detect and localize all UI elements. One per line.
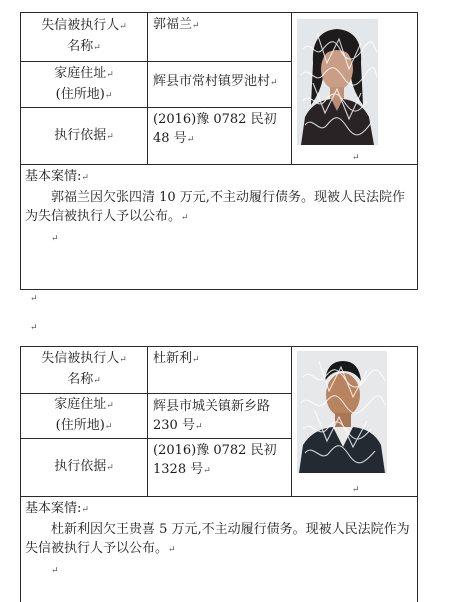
photo-cell xyxy=(292,13,417,165)
paragraph-mark: ↵ xyxy=(104,422,113,432)
name-label-cell xyxy=(21,13,148,62)
record-card-1 xyxy=(20,12,418,290)
paragraph-mark: ↵ xyxy=(181,213,189,223)
address-label: 家庭住址 xyxy=(54,397,107,412)
address-label-2: (住所地) xyxy=(55,418,105,433)
name-value-cell xyxy=(148,347,292,394)
paragraph-mark: ↵ xyxy=(352,485,360,495)
case-text: 郭福兰因欠张四清 10 万元,不主动履行债务。现被人民法院作为失信被执行人予以公布。 xyxy=(25,190,405,224)
case-header: 基本案情: xyxy=(25,501,82,516)
debtor-photo xyxy=(297,19,378,145)
photo-cell xyxy=(292,347,417,497)
address-label: 家庭住址 xyxy=(54,65,107,81)
paragraph-mark: ↵ xyxy=(106,463,114,473)
basis-value-cell xyxy=(148,439,292,497)
record-card-2 xyxy=(20,346,418,602)
paragraph-mark: ↵ xyxy=(194,422,203,432)
debtor-address: 辉县市城关镇新乡路 230 号 xyxy=(153,399,271,433)
paragraph-mark: ↵ xyxy=(30,323,38,333)
basis-label: 执行依据 xyxy=(54,459,107,474)
case-header: 基本案情: xyxy=(25,169,82,184)
paragraph-mark: ↵ xyxy=(168,545,176,555)
paragraph-mark: ↵ xyxy=(81,173,89,183)
paragraph-mark: ↵ xyxy=(106,69,114,80)
paragraph-mark: ↵ xyxy=(106,131,114,142)
record-header-table xyxy=(21,13,417,165)
paragraph-mark: ↵ xyxy=(93,376,101,386)
paragraph-mark: ↵ xyxy=(203,466,211,476)
judgment-number: (2016)豫 0782 民初 48 号 xyxy=(153,112,277,146)
address-label-2: (住所地) xyxy=(55,86,105,102)
record-header-table xyxy=(21,347,417,497)
name-label-cell xyxy=(21,347,148,394)
address-label-cell xyxy=(21,62,148,108)
paragraph-mark: ↵ xyxy=(119,355,127,365)
paragraph-mark: ↵ xyxy=(352,153,360,163)
debtor-address: 辉县市常村镇罗池村 xyxy=(153,74,271,89)
address-label-cell xyxy=(21,394,148,439)
name-label-2: 名称 xyxy=(67,372,94,387)
paragraph-mark: ↵ xyxy=(192,21,200,31)
paragraph-mark: ↵ xyxy=(186,135,195,145)
basis-label-cell xyxy=(21,439,148,497)
case-section xyxy=(21,165,417,251)
judgment-number: (2016)豫 0782 民初 1328 号 xyxy=(153,443,277,477)
name-label-2: 名称 xyxy=(67,39,94,54)
debtor-name: 郭福兰 xyxy=(153,17,193,32)
address-value-cell xyxy=(148,62,292,108)
paragraph-mark: ↵ xyxy=(51,566,59,576)
paragraph-mark: ↵ xyxy=(81,505,89,515)
name-value-cell xyxy=(148,13,292,62)
name-label: 失信被执行人 xyxy=(41,18,120,33)
paragraph-mark: ↵ xyxy=(30,294,38,304)
paragraph-mark: ↵ xyxy=(93,43,101,53)
case-text: 杜新利因欠王贵喜 5 万元,不主动履行债务。现被人民法院作为失信被执行人予以公布。 xyxy=(25,522,410,556)
paragraph-mark: ↵ xyxy=(106,401,114,411)
basis-label: 执行依据 xyxy=(54,127,107,143)
basis-label-cell xyxy=(21,108,148,165)
paragraph-mark: ↵ xyxy=(104,90,113,101)
paragraph-mark: ↵ xyxy=(119,22,127,32)
address-value-cell xyxy=(148,394,292,439)
paragraph-mark: ↵ xyxy=(51,234,59,244)
paragraph-mark: ↵ xyxy=(192,355,200,365)
paragraph-mark: ↵ xyxy=(270,78,278,88)
debtor-photo xyxy=(297,351,387,473)
debtor-name: 杜新利 xyxy=(153,351,193,366)
name-label: 失信被执行人 xyxy=(41,351,120,366)
basis-value-cell xyxy=(148,108,292,165)
case-section xyxy=(21,497,417,583)
